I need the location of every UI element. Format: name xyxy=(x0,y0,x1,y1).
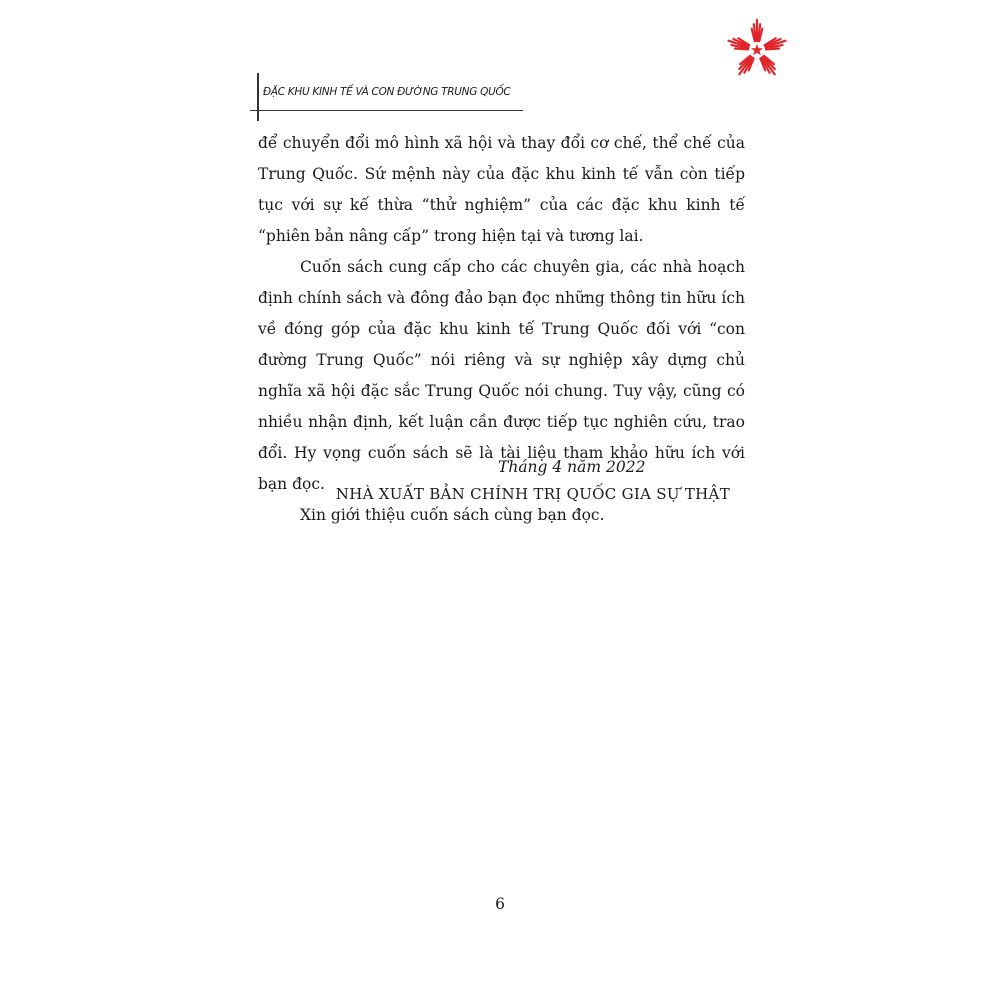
page-number: 6 xyxy=(495,895,505,913)
header-vertical-rule xyxy=(257,73,259,121)
paragraph: để chuyển đổi mô hình xã hội và thay đổi cơ chế, thể chế của Trung Quốc. Sứ mệnh này của đặc khu kinh tế vẫn còn tiếp tục với sự kế thừa “thử nghiệm” của các đặc khu kinh tế “phiên bản nâng cấp” trong hiện tại và tương lai. xyxy=(258,134,745,245)
paragraph: Xin giới thiệu cuốn sách cùng bạn đọc. xyxy=(300,506,605,524)
header-horizontal-rule xyxy=(250,110,523,111)
paragraph: Cuốn sách cung cấp cho các chuyên gia, các nhà hoạch định chính sách và đông đảo bạn đọc những thông tin hữu ích về đóng góp của đặc khu kinh tế Trung Quốc đối với “con đường Trung Quốc” nói riêng và sự nghiệp xây dựng chủ nghĩa xã hội đặc sắc Trung Quốc nói chung. Tuy vậy, cũng có nhiều nhận định, kết luận cần được tiếp tục nghiên cứu, trao đổi. Hy vọng cuốn sách sẽ là tài liệu tham khảo hữu ích với bạn đọc. xyxy=(258,258,745,493)
publisher-star-logo-icon xyxy=(724,17,790,83)
signature-date: Tháng 4 năm 2022 xyxy=(498,458,646,476)
running-title: ĐẶC KHU KINH TẾ VÀ CON ĐƯỜNG TRUNG QUỐC xyxy=(263,86,511,98)
signature-publisher: NHÀ XUẤT BẢN CHÍNH TRỊ QUỐC GIA SỰ THẬT xyxy=(335,485,730,503)
